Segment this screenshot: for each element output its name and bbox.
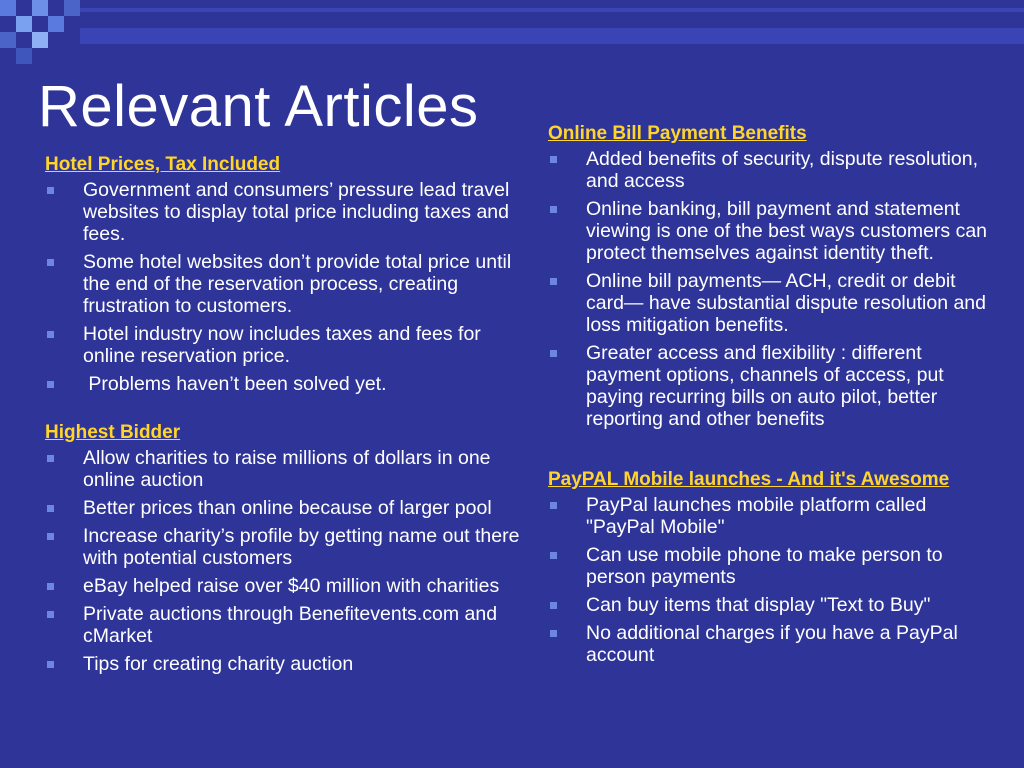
square-bullet-icon xyxy=(47,505,54,512)
list-item: Can buy items that display "Text to Buy" xyxy=(548,594,998,616)
section-heading-highest-bidder[interactable]: Highest Bidder xyxy=(45,422,181,443)
deco-square xyxy=(48,16,64,32)
list-item: Tips for creating charity auction xyxy=(45,653,525,675)
bullet-list-hotel-prices xyxy=(45,179,525,395)
square-bullet-icon xyxy=(47,259,54,266)
square-bullet-icon xyxy=(550,278,557,285)
deco-square xyxy=(16,16,32,32)
list-item: PayPal launches mobile platform called "PayPal Mobile" xyxy=(548,494,998,538)
list-item: Increase charity’s profile by getting name out there with potential customers xyxy=(45,525,525,569)
right-column xyxy=(548,123,998,672)
list-item: Online banking, bill payment and statement viewing is one of the best ways customers can protect themselves against identity theft. xyxy=(548,198,998,264)
deco-square xyxy=(32,32,48,48)
bullet-list-online-bill-payment xyxy=(548,148,998,430)
deco-square xyxy=(64,0,80,16)
section-heading-paypal-mobile[interactable]: PayPAL Mobile launches - And it's Awesome xyxy=(548,469,950,490)
square-bullet-icon xyxy=(550,206,557,213)
list-item: Private auctions through Benefitevents.com and cMarket xyxy=(45,603,525,647)
header-stripe xyxy=(80,8,1024,12)
square-bullet-icon xyxy=(47,661,54,668)
square-bullet-icon xyxy=(550,630,557,637)
list-item: Greater access and flexibility : different payment options, channels of access, put paying recurring bills on auto pilot, better reporting and other benefits xyxy=(548,342,998,430)
list-item: No additional charges if you have a PayPal account xyxy=(548,622,998,666)
square-bullet-icon xyxy=(47,381,54,388)
decorative-header xyxy=(0,0,1024,46)
list-item: Hotel industry now includes taxes and fees for online reservation price. xyxy=(45,323,525,367)
square-bullet-icon xyxy=(47,533,54,540)
section-heading-hotel-prices[interactable]: Hotel Prices, Tax Included xyxy=(45,154,281,175)
square-bullet-icon xyxy=(47,611,54,618)
list-item: Allow charities to raise millions of dollars in one online auction xyxy=(45,447,525,491)
list-item: Problems haven’t been solved yet. xyxy=(45,373,525,395)
list-item: Online bill payments— ACH, credit or debit card— have substantial dispute resolution and loss mitigation benefits. xyxy=(548,270,998,336)
square-bullet-icon xyxy=(47,583,54,590)
list-item: Can use mobile phone to make person to person payments xyxy=(548,544,998,588)
section-heading-online-bill-payment[interactable]: Online Bill Payment Benefits xyxy=(548,123,807,144)
square-bullet-icon xyxy=(47,455,54,462)
bullet-list-paypal-mobile xyxy=(548,494,998,666)
header-band xyxy=(80,28,1024,44)
square-bullet-icon xyxy=(47,331,54,338)
bullet-list-highest-bidder xyxy=(45,447,525,675)
deco-square xyxy=(32,0,48,16)
list-item: eBay helped raise over $40 million with charities xyxy=(45,575,525,597)
square-bullet-icon xyxy=(550,602,557,609)
deco-square xyxy=(0,0,16,16)
square-bullet-icon xyxy=(550,350,557,357)
list-item: Some hotel websites don’t provide total price until the end of the reservation process, creating frustration to customers. xyxy=(45,251,525,317)
list-item: Better prices than online because of larger pool xyxy=(45,497,525,519)
square-bullet-icon xyxy=(550,552,557,559)
list-item: Added benefits of security, dispute resolution, and access xyxy=(548,148,998,192)
deco-square xyxy=(16,48,32,64)
square-bullet-icon xyxy=(550,156,557,163)
left-column xyxy=(45,154,525,681)
list-item: Government and consumers’ pressure lead travel websites to display total price including taxes and fees. xyxy=(45,179,525,245)
square-bullet-icon xyxy=(47,187,54,194)
square-bullet-icon xyxy=(550,502,557,509)
slide-title: Relevant Articles xyxy=(38,74,479,139)
deco-square xyxy=(0,32,16,48)
